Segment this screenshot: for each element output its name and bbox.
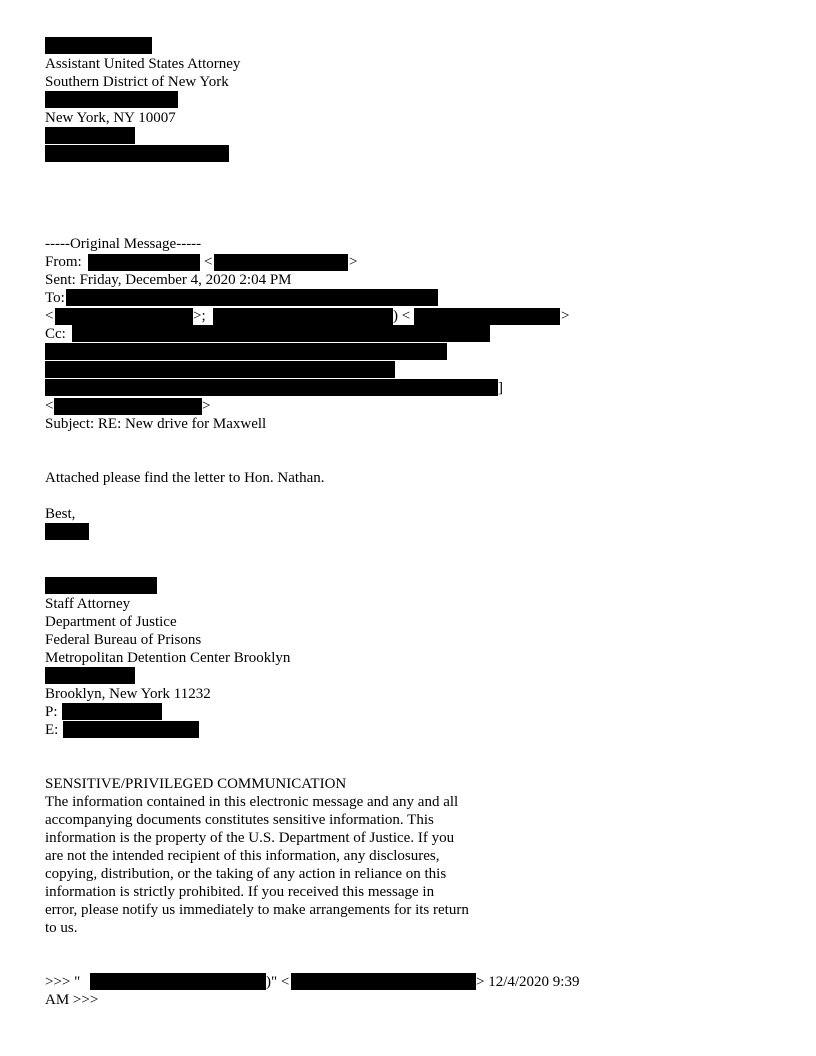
notice-line: accompanying documents constitutes sensitive information. This xyxy=(45,812,434,828)
from-label: From: xyxy=(45,254,82,270)
redaction-bar xyxy=(88,254,200,271)
angle-open: < xyxy=(45,398,54,414)
angle-close: > xyxy=(349,254,358,270)
redaction-bar xyxy=(55,308,193,325)
subject-line: Subject: RE: New drive for Maxwell xyxy=(45,416,267,432)
notice-line: are not the intended recipient of this information, any disclosures, xyxy=(45,848,440,864)
angle-open: < xyxy=(45,308,54,324)
to-label: To: xyxy=(45,290,65,306)
bracket-close: ] xyxy=(498,380,503,396)
angle-open: < xyxy=(204,254,213,270)
redaction-bar xyxy=(45,343,447,360)
notice-line: to us. xyxy=(45,920,78,936)
cc-label: Cc: xyxy=(45,326,66,342)
notice-line: The information contained in this electronic message and any and all xyxy=(45,794,459,810)
notice-heading: SENSITIVE/PRIVILEGED COMMUNICATION xyxy=(45,776,347,792)
sender-title: Assistant United States Attorney xyxy=(45,56,241,72)
sender-office: Southern District of New York xyxy=(45,74,229,90)
redaction-bar xyxy=(63,721,199,738)
redaction-bar xyxy=(62,703,162,720)
signature-city: Brooklyn, New York 11232 xyxy=(45,686,211,702)
redaction-bar xyxy=(45,667,135,684)
redaction-bar xyxy=(45,379,498,396)
angle-close: > xyxy=(202,398,211,414)
redaction-bar xyxy=(90,973,266,990)
redaction-bar xyxy=(45,523,89,540)
quote-timestamp: > 12/4/2020 9:39 xyxy=(476,974,580,990)
quote-timestamp-cont: AM >>> xyxy=(45,992,99,1008)
redaction-bar xyxy=(72,325,490,342)
phone-label: P: xyxy=(45,704,58,720)
redaction-bar xyxy=(45,127,135,144)
original-message-divider: -----Original Message----- xyxy=(45,236,202,252)
angle-close-semicolon: >; xyxy=(193,308,206,324)
signature-bureau: Federal Bureau of Prisons xyxy=(45,632,202,648)
notice-line: information is the property of the U.S. Department of Justice. If you xyxy=(45,830,455,846)
redaction-bar xyxy=(45,361,395,378)
closing: Best, xyxy=(45,506,76,522)
signature-facility: Metropolitan Detention Center Brooklyn xyxy=(45,650,291,666)
email-label: E: xyxy=(45,722,59,738)
redaction-bar xyxy=(291,973,476,990)
angle-close: > xyxy=(561,308,570,324)
notice-line: copying, distribution, or the taking of any action in reliance on this xyxy=(45,866,447,882)
redaction-bar xyxy=(414,308,560,325)
redaction-bar xyxy=(66,289,438,306)
notice-line: information is strictly prohibited. If you received this message in xyxy=(45,884,435,900)
paren-angle-open: ) < xyxy=(393,308,411,324)
redaction-bar xyxy=(45,145,229,162)
redaction-bar xyxy=(45,91,178,108)
body-text: Attached please find the letter to Hon. Nathan. xyxy=(45,470,325,486)
notice-line: error, please notify us immediately to make arrangements for its return xyxy=(45,902,469,918)
redaction-bar xyxy=(213,308,393,325)
quote-mid: )" < xyxy=(266,974,290,990)
redaction-bar xyxy=(45,37,152,54)
quote-prefix: >>> " xyxy=(45,974,81,990)
signature-dept: Department of Justice xyxy=(45,614,177,630)
redaction-bar xyxy=(214,254,348,271)
sent-line: Sent: Friday, December 4, 2020 2:04 PM xyxy=(45,272,292,288)
redaction-bar xyxy=(54,398,202,415)
redaction-bar xyxy=(45,577,157,594)
signature-role: Staff Attorney xyxy=(45,596,131,612)
sender-city: New York, NY 10007 xyxy=(45,110,176,126)
